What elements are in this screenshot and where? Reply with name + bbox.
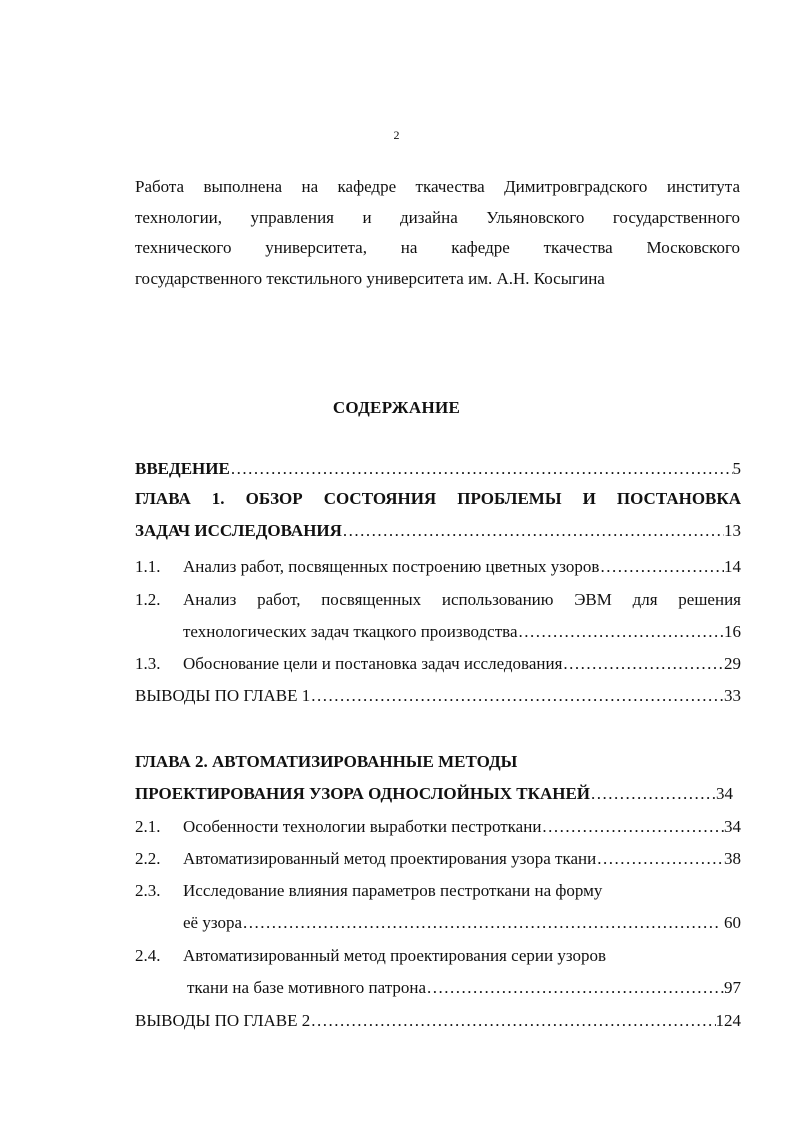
leader-dots — [230, 459, 733, 479]
toc-entry-page: 29 — [724, 654, 741, 673]
leader-dots — [518, 622, 725, 642]
toc-chapter-title: ГЛАВА 1. ОБЗОР СОСТОЯНИЯ ПРОБЛЕМЫ И ПОСТАНОВКА — [135, 489, 741, 508]
toc-entry-page: 5 — [732, 459, 741, 478]
toc-section-2-4 — [135, 946, 741, 976]
section-number: 1.1. — [135, 557, 161, 576]
toc-section-1-2 — [135, 590, 741, 620]
toc-section-2-4-cont — [135, 978, 741, 1008]
intro-line: государственного текстильного университета им. А.Н. Косыгина — [135, 268, 605, 288]
section-number: 1.2. — [135, 590, 161, 609]
toc-entry-introduction — [135, 459, 741, 489]
section-title: ткани на базе мотивного патрона — [187, 978, 426, 997]
toc-chapter-title: ЗАДАЧ ИССЛЕДОВАНИЯ — [135, 521, 342, 540]
leader-dots — [541, 817, 724, 837]
toc-chapter-1-heading-cont — [135, 521, 741, 551]
section-title: Исследование влияния параметров пестроткани на форму — [183, 881, 603, 900]
intro-line: Работа выполнена на кафедре ткачества Димитровградского института — [135, 177, 740, 196]
leader-dots — [590, 784, 716, 804]
section-title: Особенности технологии выработки пестроткани — [183, 817, 542, 836]
toc-entry-page: 34 — [716, 784, 733, 803]
toc-section-2-2 — [135, 849, 741, 879]
toc-chapter-title: ПРОЕКТИРОВАНИЯ УЗОРА ОДНОСЛОЙНЫХ ТКАНЕЙ — [135, 784, 591, 803]
toc-entry-page: 13 — [724, 521, 741, 540]
toc-conclusions-1 — [135, 686, 741, 716]
intro-line: технического университета, на кафедре ткачества Московского — [135, 238, 740, 257]
section-number: 2.4. — [135, 946, 161, 965]
toc-entry-page: 124 — [715, 1011, 741, 1030]
toc-conclusions-2 — [135, 1011, 741, 1041]
section-number: 2.3. — [135, 881, 161, 900]
section-title: Анализ работ, посвященных построению цветных узоров — [183, 557, 600, 576]
toc-entry-title: ВЫВОДЫ ПО ГЛАВЕ 2 — [135, 1011, 311, 1030]
section-number: 1.3. — [135, 654, 161, 673]
toc-section-2-3 — [135, 881, 741, 911]
toc-entry-page: 33 — [724, 686, 741, 705]
leader-dots — [562, 654, 724, 674]
toc-chapter-2-heading-cont — [135, 784, 741, 814]
toc-section-1-1 — [135, 557, 741, 587]
leader-dots — [599, 557, 724, 577]
section-number: 2.2. — [135, 849, 161, 868]
section-title: её узора — [183, 913, 243, 932]
section-title: Автоматизированный метод проектирования серии узоров — [183, 946, 606, 965]
intro-paragraph — [135, 172, 740, 294]
leader-dots — [596, 849, 724, 869]
section-number: 2.1. — [135, 817, 161, 836]
section-title: Анализ работ, посвященных использованию ЭВМ для решения — [183, 590, 741, 609]
toc-entry-page: 14 — [724, 557, 741, 576]
toc-section-1-2-cont — [135, 622, 741, 652]
toc-section-1-3 — [135, 654, 741, 684]
intro-line: технологии, управления и дизайна Ульяновского государственного — [135, 207, 740, 227]
toc-entry-page: 97 — [724, 978, 741, 997]
toc-entry-page: 16 — [724, 622, 741, 641]
toc-chapter-title: ГЛАВА 2. АВТОМАТИЗИРОВАННЫЕ МЕТОДЫ — [135, 752, 518, 771]
toc-entry-title: ВЫВОДЫ ПО ГЛАВЕ 1 — [135, 686, 311, 705]
leader-dots — [242, 913, 718, 933]
toc-section-2-3-cont — [135, 913, 741, 943]
page-number: 2 — [393, 128, 400, 142]
leader-dots — [426, 978, 724, 998]
toc-entry-page: 34 — [724, 817, 741, 836]
section-title: технологических задач ткацкого производства — [183, 622, 518, 641]
toc-section-2-1 — [135, 817, 741, 847]
section-title: Автоматизированный метод проектирования узора ткани — [183, 849, 597, 868]
toc-chapter-1-heading — [135, 489, 741, 519]
toc-title: СОДЕРЖАНИЕ — [332, 398, 461, 417]
section-title: Обоснование цели и постановка задач исследования — [183, 654, 563, 673]
leader-dots — [342, 521, 724, 541]
toc-entry-page: 38 — [724, 849, 741, 868]
toc-entry-title: ВВЕДЕНИЕ — [135, 459, 230, 478]
toc-entry-page: 60 — [724, 913, 741, 932]
leader-dots — [310, 686, 724, 706]
toc-chapter-2-heading — [135, 752, 741, 782]
leader-dots — [310, 1011, 715, 1031]
